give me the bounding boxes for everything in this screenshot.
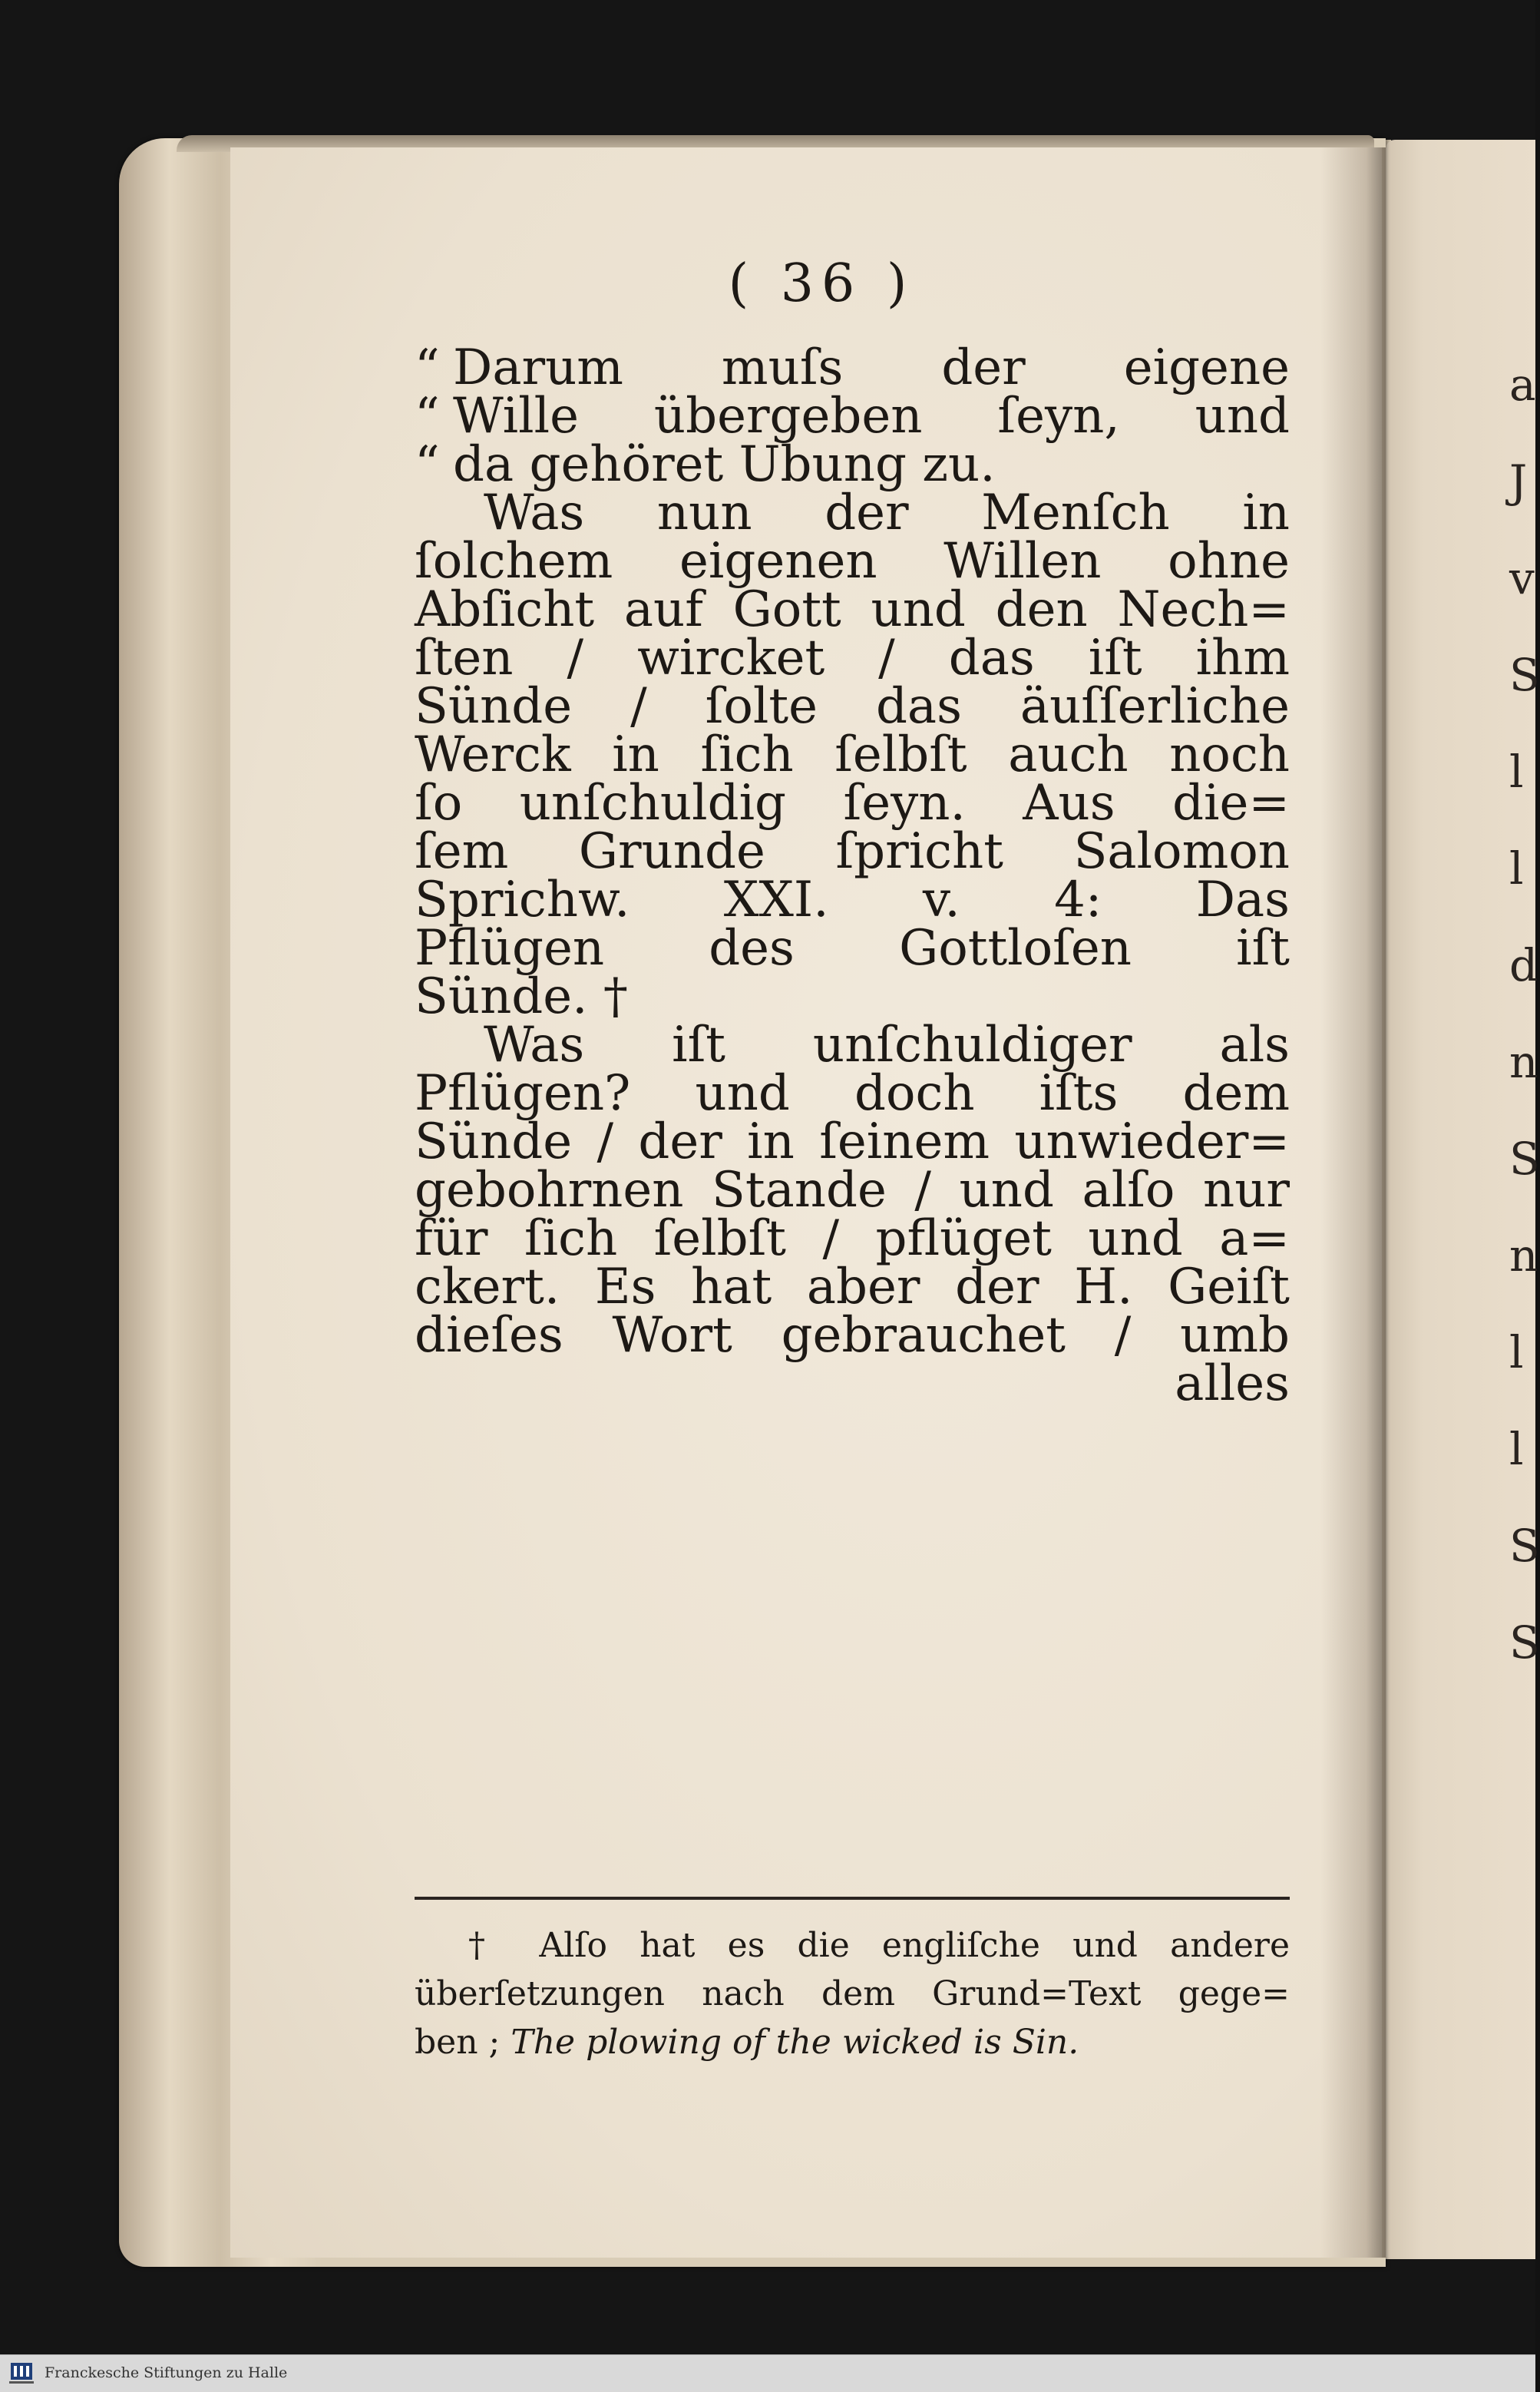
line-text: Pflügen des Gottloſen iſt bbox=[415, 920, 1290, 977]
right-page-letter: n bbox=[1509, 1036, 1538, 1088]
text-line bbox=[415, 533, 1290, 590]
text-line bbox=[415, 1017, 1290, 1074]
line-text: Wille übergeben ſeyn, und bbox=[453, 388, 1290, 445]
text-line bbox=[415, 775, 1290, 832]
right-page-letter: S bbox=[1509, 649, 1540, 701]
footnote bbox=[415, 1921, 1290, 2066]
gutter-shadow bbox=[1320, 147, 1386, 2258]
right-page-letter: n bbox=[1509, 1229, 1538, 1282]
line-text: Sünde. † bbox=[415, 968, 628, 1025]
line-text: Darum muſs der eigene bbox=[453, 339, 1290, 396]
text-line bbox=[415, 872, 1290, 928]
line-text: ckert. Es hat aber der H. Geiſt bbox=[415, 1259, 1290, 1315]
footer-bar bbox=[0, 2354, 1535, 2392]
text-line bbox=[415, 1307, 1290, 1364]
right-page-letter: l bbox=[1509, 1423, 1524, 1475]
right-page-letter: S bbox=[1509, 1616, 1540, 1669]
text-line bbox=[415, 678, 1290, 735]
line-text: ſten / wircket / das iſt ihm bbox=[415, 630, 1290, 687]
line-text: Werck in ſich ſelbſt auch noch bbox=[415, 726, 1290, 783]
right-page-letter: J bbox=[1509, 455, 1528, 508]
text-line bbox=[415, 1355, 1290, 1412]
text-line bbox=[415, 1113, 1290, 1170]
footnote-line bbox=[415, 2018, 1290, 2066]
institution-logo-icon bbox=[8, 2361, 35, 2386]
footer-label: Franckesche Stiftungen zu Halle bbox=[45, 2364, 288, 2381]
text-line bbox=[415, 485, 1290, 541]
right-page-letter: S bbox=[1509, 1520, 1540, 1572]
line-text: ſo unſchuldig ſeyn. Aus die= bbox=[415, 775, 1290, 832]
line-text: dieſes Wort gebrauchet / umb bbox=[415, 1307, 1290, 1364]
text-line bbox=[415, 823, 1290, 880]
text-line bbox=[415, 920, 1290, 977]
footnote-english-quote: The plowing of the wicked is Sin. bbox=[511, 2023, 1079, 2062]
text-line bbox=[415, 436, 1290, 493]
footnote-rule bbox=[415, 1897, 1290, 1900]
right-page-letter: d bbox=[1509, 939, 1538, 991]
line-text: da gehöret Ubung zu. bbox=[453, 436, 996, 493]
line-text: Was iſt unſchuldiger als bbox=[484, 1017, 1290, 1074]
text-line bbox=[415, 581, 1290, 638]
right-page-letter: l bbox=[1509, 842, 1524, 895]
right-page-letter: l bbox=[1509, 1326, 1524, 1378]
footnote-line: † Alſo hat es die engliſche und andere bbox=[468, 1926, 1290, 1965]
text-line bbox=[415, 1162, 1290, 1219]
quote-mark: “ bbox=[415, 436, 440, 493]
line-text: Was nun der Menſch in bbox=[484, 485, 1290, 541]
line-text: gebohrnen Stande / und alſo nur bbox=[415, 1162, 1290, 1219]
text-line bbox=[415, 1259, 1290, 1315]
line-text: ſolchem eigenen Willen ohne bbox=[415, 533, 1290, 590]
text-line bbox=[415, 630, 1290, 687]
line-text: Sprichw. XXI. v. 4: Das bbox=[415, 872, 1290, 928]
text-line bbox=[415, 1210, 1290, 1267]
page-number: ( 36 ) bbox=[728, 253, 915, 314]
line-text: alles bbox=[1175, 1355, 1290, 1412]
text-line bbox=[415, 339, 1290, 396]
right-page-letter: a bbox=[1509, 359, 1536, 411]
line-text: Sünde / ſolte das äuſſerliche bbox=[415, 678, 1290, 735]
footnote-text: ben ; bbox=[415, 2023, 501, 2062]
right-page-letter: S bbox=[1509, 1133, 1540, 1185]
text-line bbox=[415, 388, 1290, 445]
line-text: Pflügen? und doch iſts dem bbox=[415, 1065, 1290, 1122]
quote-mark: “ bbox=[415, 388, 440, 445]
line-text: für ſich ſelbſt / pflüget und a= bbox=[415, 1210, 1290, 1267]
line-text: Abſicht auf Gott und den Nech= bbox=[415, 581, 1290, 638]
page-body bbox=[415, 339, 1290, 1412]
right-page-letter: v bbox=[1509, 552, 1535, 604]
text-line bbox=[415, 968, 1290, 1025]
line-text: ſem Grunde ſpricht Salomon bbox=[415, 823, 1290, 880]
footnote-line: überſetzungen nach dem Grund=Text gege= bbox=[415, 1974, 1290, 2013]
quote-mark: “ bbox=[415, 339, 440, 396]
line-text: Sünde / der in ſeinem unwieder= bbox=[415, 1113, 1290, 1170]
text-line bbox=[415, 1065, 1290, 1122]
text-line bbox=[415, 726, 1290, 783]
right-page-letter: l bbox=[1509, 746, 1524, 798]
